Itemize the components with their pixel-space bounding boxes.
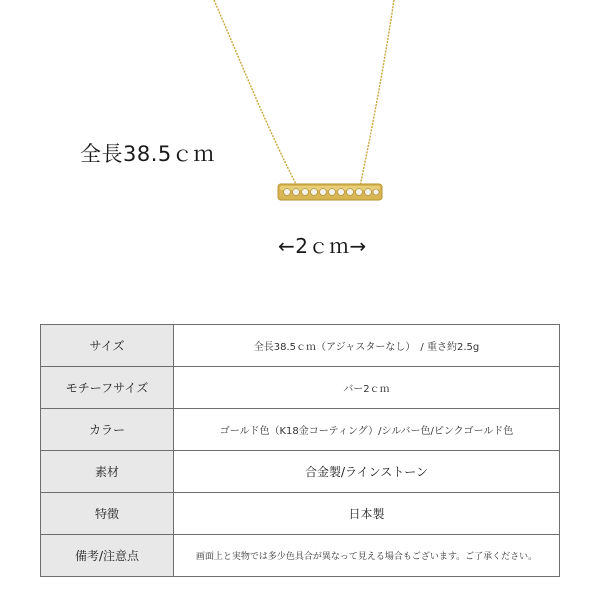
table-row (41, 409, 560, 451)
spec-value-motif-size: バー2ｃｍ (174, 367, 560, 409)
spec-key-material: 素材 (41, 451, 174, 493)
chain-left (214, 0, 297, 186)
chain-right (360, 0, 394, 186)
spec-value-material: 合金製/ラインストーン (174, 451, 560, 493)
table-row (41, 451, 560, 493)
spec-key-size: サイズ (41, 325, 174, 367)
table-row (41, 325, 560, 367)
spec-key-motif-size: モチーフサイズ (41, 367, 174, 409)
spec-value-feature: 日本製 (174, 493, 560, 535)
spec-value-color: ゴールド色（K18金コーティング）/シルバー色/ピンクゴールド色 (174, 409, 560, 451)
spec-table (40, 324, 560, 577)
spec-value-notes: 画面上と実物では多少色具合が異なって見える場合もございます。ご了承ください。 (174, 535, 560, 577)
table-row (41, 367, 560, 409)
length-label: 全長38.5ｃｍ (80, 142, 215, 166)
motif-width-label: ←2ｃｍ→ (278, 234, 367, 258)
spec-key-feature: 特徴 (41, 493, 174, 535)
spec-key-notes: 備考/注意点 (41, 535, 174, 577)
table-row (41, 535, 560, 577)
spec-value-size: 全長38.5ｃｍ（アジャスターなし） / 重さ約2.5g (174, 325, 560, 367)
table-row (41, 493, 560, 535)
spec-key-color: カラー (41, 409, 174, 451)
